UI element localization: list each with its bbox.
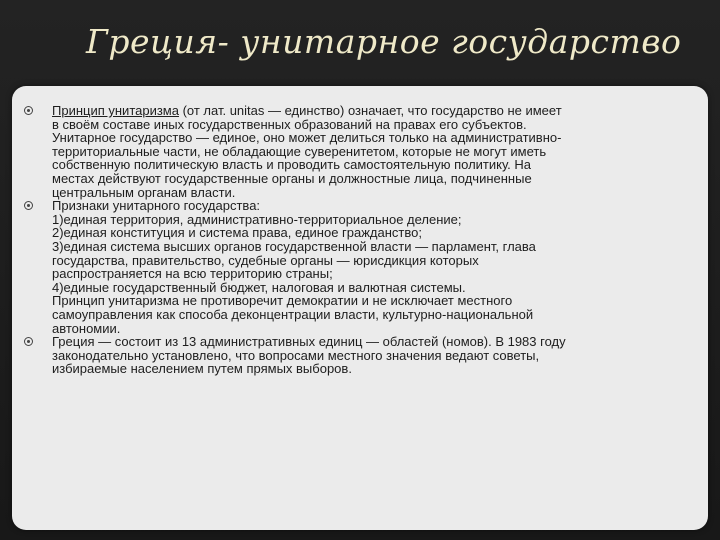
text-line: 1)единая территория, административно-территориальное деление; xyxy=(52,211,462,227)
text-line: собственную политическую власть и проводить самостоятельную политику. На xyxy=(52,157,532,173)
text-line: Греция — состоит из 13 административных единиц — областей (номов). В 1983 году xyxy=(52,334,566,350)
text-line: 4)единые государственный бюджет, налоговая и валютная системы. xyxy=(52,279,466,295)
text-line: центральным органам власти. xyxy=(52,184,236,200)
text-line: в своём составе иных государственных образований на правах его субъектов. xyxy=(52,116,527,132)
bullet-item-1 xyxy=(52,104,692,199)
text-line: Унитарное государство — единое, оно может делиться только на административно- xyxy=(52,130,562,146)
content-panel xyxy=(12,86,708,530)
text-line: 3)единая система высших органов государственной власти — парламент, глава xyxy=(52,238,536,254)
bullet-item-3 xyxy=(52,335,692,376)
bullet-item-2 xyxy=(52,199,692,335)
text-line: местах действуют государственные органы и должностные лица, подчиненные xyxy=(52,170,532,186)
title-bar xyxy=(0,0,720,82)
text-line: территориальные части, не обладающие суверенитетом, которые не могут иметь xyxy=(52,143,547,159)
text-line: 2)единая конституция и система права, единое гражданство; xyxy=(52,225,422,241)
bullet-icon xyxy=(24,337,33,346)
text-line: самоуправления как способа деконцентрации власти, культурно-национальной xyxy=(52,306,534,322)
text-line: автономии. xyxy=(52,320,121,336)
bullet-text xyxy=(52,104,692,118)
slide-title: Греция- унитарное государство xyxy=(86,22,682,61)
content-body xyxy=(52,104,692,376)
bullet-icon xyxy=(24,201,33,210)
text-line: (от лат. unitas — единство) означает, что государство не имеет xyxy=(178,103,562,118)
term-underlined: Принцип унитаризма xyxy=(52,103,179,118)
text-line: законодательно установлено, что вопросами местного значения ведают советы, xyxy=(52,347,540,363)
text-line: государства, правительство, судебные органы — юрисдикция которых xyxy=(52,252,479,268)
text-line: распространяется на всю территорию страны; xyxy=(52,266,333,282)
bullet-icon xyxy=(24,106,33,115)
text-line: Принцип унитаризма не противоречит демократии и не исключает местного xyxy=(52,293,513,309)
text-line: Признаки унитарного государства: xyxy=(52,198,261,214)
text-line: избираемые населением путем прямых выборов. xyxy=(52,361,352,377)
